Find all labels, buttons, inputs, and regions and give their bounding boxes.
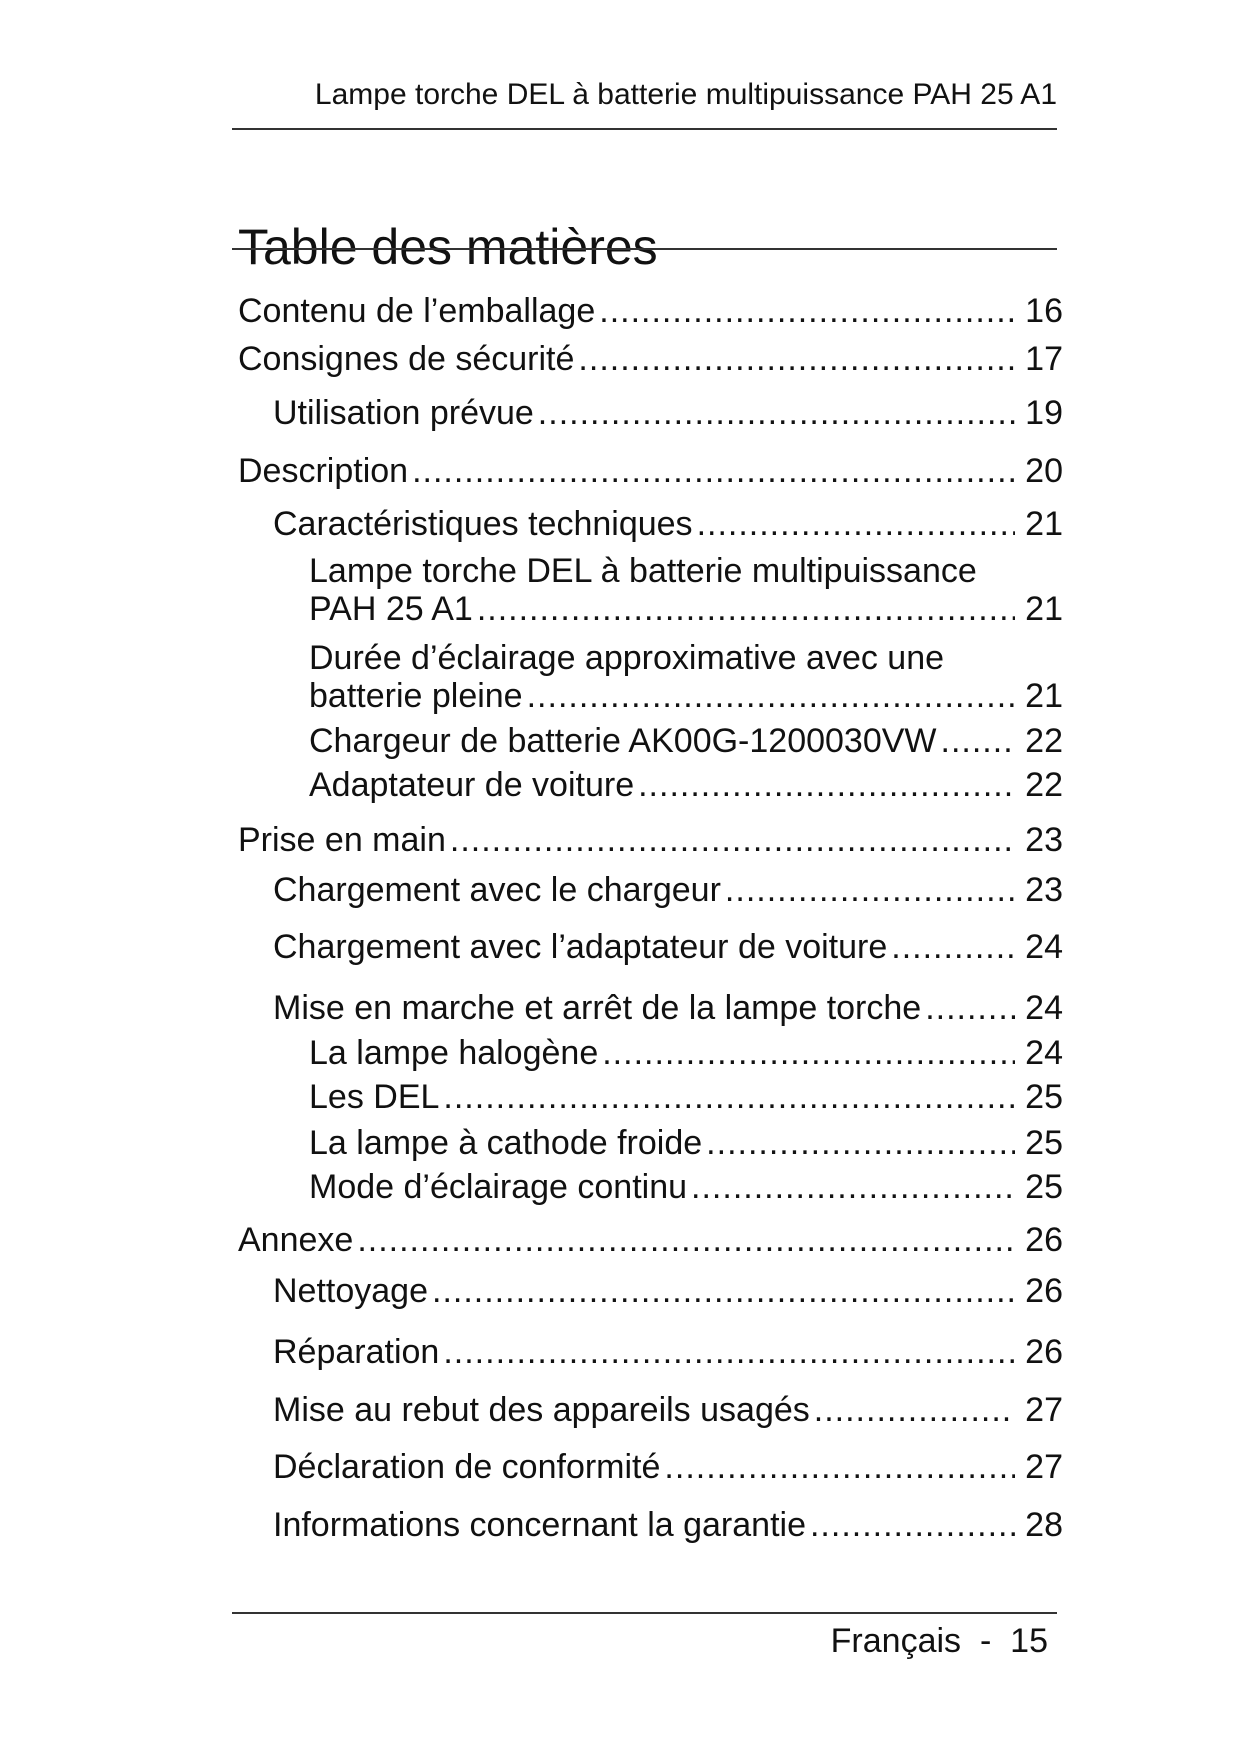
toc-entry-label-line1: Durée d’éclairage approximative avec une bbox=[309, 639, 945, 677]
toc-entry-label: batterie pleine bbox=[309, 677, 523, 715]
toc-entry-duree[interactable] bbox=[309, 677, 1063, 715]
toc-entry-chargement-chargeur[interactable] bbox=[273, 871, 1063, 909]
toc-entry-label: Consignes de sécurité bbox=[238, 340, 575, 378]
header-rule bbox=[232, 128, 1057, 130]
toc-entry-page: 22 bbox=[1025, 766, 1063, 804]
toc-entry-label: Chargement avec l’adaptateur de voiture bbox=[273, 928, 888, 966]
toc-entry-label: PAH 25 A1 bbox=[309, 590, 473, 628]
toc-leader bbox=[810, 1506, 1015, 1544]
toc-entry-label: La lampe halogène bbox=[309, 1034, 599, 1072]
toc-leader bbox=[538, 394, 1015, 432]
footer-language: Français bbox=[830, 1622, 962, 1660]
toc-leader bbox=[432, 1272, 1015, 1310]
toc-entry-label: Informations concernant la garantie bbox=[273, 1506, 806, 1544]
toc-entry-chargement-adaptateur[interactable] bbox=[273, 928, 1063, 966]
toc-entry-adaptateur[interactable] bbox=[309, 766, 1063, 804]
toc-leader bbox=[450, 821, 1015, 859]
toc-entry-page: 24 bbox=[1025, 1034, 1063, 1072]
toc-entry-page: 25 bbox=[1025, 1078, 1063, 1116]
toc-entry-caracteristiques[interactable] bbox=[273, 505, 1063, 543]
toc-entry-page: 25 bbox=[1025, 1168, 1063, 1206]
toc-entry-page: 17 bbox=[1025, 340, 1063, 378]
toc-entry-label: Chargeur de batterie AK00G-1200030VW bbox=[309, 722, 937, 760]
toc-entry-label: Nettoyage bbox=[273, 1272, 428, 1310]
toc-entry-mise-au-rebut[interactable] bbox=[273, 1391, 1063, 1429]
toc-leader bbox=[725, 871, 1015, 909]
page-footer bbox=[232, 1624, 1048, 1658]
toc-entry-page: 26 bbox=[1025, 1221, 1063, 1259]
toc-entry-label: Déclaration de conformité bbox=[273, 1448, 661, 1486]
toc-entry-label: Mode d’éclairage continu bbox=[309, 1168, 688, 1206]
toc-entry-consignes[interactable] bbox=[238, 340, 1063, 378]
toc-entry-page: 27 bbox=[1025, 1391, 1063, 1429]
toc-entry-declaration[interactable] bbox=[273, 1448, 1063, 1486]
toc-entry-lampe-pah[interactable] bbox=[309, 590, 1063, 628]
toc-entry-cathode-froide[interactable] bbox=[309, 1124, 1063, 1162]
toc-entry-label: Annexe bbox=[238, 1221, 354, 1259]
toc-entry-page: 19 bbox=[1025, 394, 1063, 432]
toc-entry-page: 27 bbox=[1025, 1448, 1063, 1486]
toc-leader bbox=[443, 1078, 1015, 1116]
toc-entry-page: 26 bbox=[1025, 1333, 1063, 1371]
footer-separator: - bbox=[979, 1622, 992, 1660]
toc-entry-description[interactable] bbox=[238, 452, 1063, 490]
toc-leader bbox=[891, 928, 1015, 966]
toc-entry-label: Caractéristiques techniques bbox=[273, 505, 693, 543]
toc-entry-contenu[interactable] bbox=[238, 292, 1063, 330]
toc-entry-mise-en-marche[interactable] bbox=[273, 989, 1063, 1027]
toc-leader bbox=[443, 1333, 1015, 1371]
toc-entry-reparation[interactable] bbox=[273, 1333, 1063, 1371]
toc-entry-label: Adaptateur de voiture bbox=[309, 766, 635, 804]
toc-entry-eclairage-continu[interactable] bbox=[309, 1168, 1063, 1206]
toc-entry-halogene[interactable] bbox=[309, 1034, 1063, 1072]
toc-entry-label: Utilisation prévue bbox=[273, 394, 534, 432]
footer-page-number: 15 bbox=[1010, 1622, 1048, 1660]
toc-entry-chargeur-batterie[interactable] bbox=[309, 722, 1063, 760]
toc-entry-les-del[interactable] bbox=[309, 1078, 1063, 1116]
toc-entry-label: Prise en main bbox=[238, 821, 446, 859]
toc-leader bbox=[941, 722, 1015, 760]
toc-entry-page: 22 bbox=[1025, 722, 1063, 760]
toc-entry-page: 24 bbox=[1025, 989, 1063, 1027]
toc-entry-page: 25 bbox=[1025, 1124, 1063, 1162]
toc-entry-page: 20 bbox=[1025, 452, 1063, 490]
toc-leader bbox=[412, 452, 1015, 490]
toc-leader bbox=[697, 505, 1015, 543]
toc-leader bbox=[638, 766, 1015, 804]
toc-entry-nettoyage[interactable] bbox=[273, 1272, 1063, 1310]
toc-entry-garantie[interactable] bbox=[273, 1506, 1063, 1544]
toc-entry-label: Mise au rebut des appareils usagés bbox=[273, 1391, 810, 1429]
toc-entry-page: 24 bbox=[1025, 928, 1063, 966]
toc-entry-page: 21 bbox=[1025, 505, 1063, 543]
toc-leader bbox=[599, 292, 1015, 330]
toc-leader bbox=[706, 1124, 1015, 1162]
toc-leader bbox=[664, 1448, 1015, 1486]
toc-entry-label: Mise en marche et arrêt de la lampe torche bbox=[273, 989, 922, 1027]
toc-leader bbox=[578, 340, 1015, 378]
title-rule bbox=[232, 248, 1057, 250]
toc-entry-annexe[interactable] bbox=[238, 1221, 1063, 1259]
toc-entry-page: 26 bbox=[1025, 1272, 1063, 1310]
toc-entry-page: 21 bbox=[1025, 677, 1063, 715]
toc-entry-label: Réparation bbox=[273, 1333, 440, 1371]
toc-entry-label: La lampe à cathode froide bbox=[309, 1124, 703, 1162]
running-header: Lampe torche DEL à batterie multipuissance PAH 25 A1 bbox=[314, 78, 1057, 111]
toc-entry-label: Chargement avec le chargeur bbox=[273, 871, 721, 909]
toc-entry-prise-en-main[interactable] bbox=[238, 821, 1063, 859]
page-title: Table des matières bbox=[238, 218, 658, 275]
toc-leader bbox=[527, 677, 1015, 715]
toc-entry-label: Les DEL bbox=[309, 1078, 440, 1116]
toc-entry-label: Description bbox=[238, 452, 409, 490]
toc-leader bbox=[357, 1221, 1015, 1259]
toc-entry-label: Contenu de l’emballage bbox=[238, 292, 596, 330]
toc-entry-page: 23 bbox=[1025, 821, 1063, 859]
toc-entry-page: 16 bbox=[1025, 292, 1063, 330]
toc-entry-page: 23 bbox=[1025, 871, 1063, 909]
toc-leader bbox=[691, 1168, 1015, 1206]
toc-entry-utilisation[interactable] bbox=[273, 394, 1063, 432]
toc-leader bbox=[602, 1034, 1015, 1072]
toc-leader bbox=[814, 1391, 1015, 1429]
toc-leader bbox=[925, 989, 1015, 1027]
toc-leader bbox=[477, 590, 1015, 628]
footer-rule bbox=[232, 1612, 1057, 1614]
toc-entry-page: 21 bbox=[1025, 590, 1063, 628]
toc-entry-label-line1: Lampe torche DEL à batterie multipuissance bbox=[309, 552, 977, 590]
toc-entry-page: 28 bbox=[1025, 1506, 1063, 1544]
